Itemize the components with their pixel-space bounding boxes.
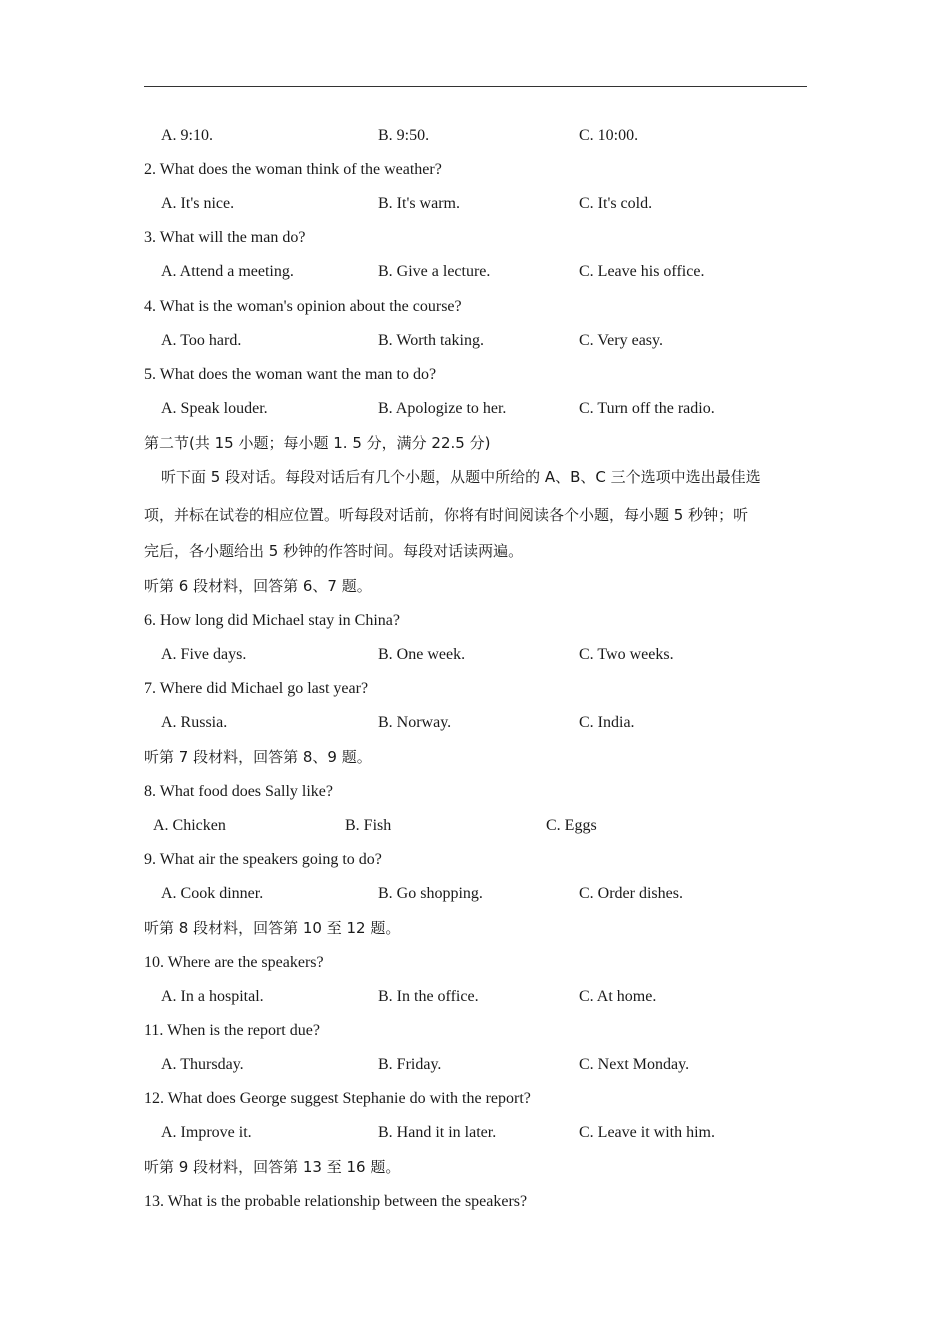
q7-option-c: C. India. bbox=[579, 714, 635, 731]
q8-option-a: A. Chicken bbox=[153, 817, 226, 834]
q12-question: 12. What does George suggest Stephanie do with the report? bbox=[144, 1090, 531, 1107]
q13-question: 13. What is the probable relationship between the speakers? bbox=[144, 1193, 528, 1210]
q5-option-a: A. Speak louder. bbox=[161, 400, 268, 417]
material9-heading: 听第 9 段材料，回答第 13 至 16 题。 bbox=[144, 1158, 401, 1176]
header-rule bbox=[144, 86, 807, 87]
section2-heading: 第二节(共 15 小题；每小题 1. 5 分，满分 22.5 分) bbox=[144, 434, 491, 452]
section2-instructions-line3: 完后，各小题给出 5 秒钟的作答时间。每段对话读两遍。 bbox=[144, 542, 524, 560]
q12-option-b: B. Hand it in later. bbox=[378, 1124, 497, 1141]
q3-option-c: C. Leave his office. bbox=[579, 263, 705, 280]
q1-option-b: B. 9:50. bbox=[378, 127, 430, 144]
q6-question: 6. How long did Michael stay in China? bbox=[144, 612, 400, 629]
q4-question: 4. What is the woman's opinion about the course? bbox=[144, 298, 462, 315]
q7-question: 7. Where did Michael go last year? bbox=[144, 680, 369, 697]
q3-option-a: A. Attend a meeting. bbox=[161, 263, 294, 280]
q11-option-a: A. Thursday. bbox=[161, 1056, 244, 1073]
q10-option-b: B. In the office. bbox=[378, 988, 479, 1005]
q1-option-a: A. 9:10. bbox=[161, 127, 213, 144]
q3-option-b: B. Give a lecture. bbox=[378, 263, 491, 280]
q5-question: 5. What does the woman want the man to do? bbox=[144, 366, 437, 383]
section2-instructions-line2: 项，并标在试卷的相应位置。听每段对话前，你将有时间阅读各个小题，每小题 5 秒钟；听 bbox=[144, 506, 749, 524]
q2-question: 2. What does the woman think of the weather? bbox=[144, 161, 442, 178]
q4-option-b: B. Worth taking. bbox=[378, 332, 484, 349]
q11-option-b: B. Friday. bbox=[378, 1056, 442, 1073]
q10-option-a: A. In a hospital. bbox=[161, 988, 264, 1005]
q11-question: 11. When is the report due? bbox=[144, 1022, 320, 1039]
q2-option-a: A. It's nice. bbox=[161, 195, 235, 212]
q12-option-a: A. Improve it. bbox=[161, 1124, 252, 1141]
q9-option-c: C. Order dishes. bbox=[579, 885, 683, 902]
q12-option-c: C. Leave it with him. bbox=[579, 1124, 715, 1141]
q7-option-b: B. Norway. bbox=[378, 714, 452, 731]
q5-option-b: B. Apologize to her. bbox=[378, 400, 507, 417]
q4-option-c: C. Very easy. bbox=[579, 332, 663, 349]
q8-option-b: B. Fish bbox=[345, 817, 392, 834]
q9-option-a: A. Cook dinner. bbox=[161, 885, 264, 902]
q11-option-c: C. Next Monday. bbox=[579, 1056, 690, 1073]
section2-instructions-line1: 听下面 5 段对话。每段对话后有几个小题，从题中所给的 A、B、C 三个选项中选出最佳选 bbox=[161, 468, 761, 486]
q9-question: 9. What air the speakers going to do? bbox=[144, 851, 382, 868]
material6-heading: 听第 6 段材料，回答第 6、7 题。 bbox=[144, 577, 372, 595]
q10-question: 10. Where are the speakers? bbox=[144, 954, 324, 971]
q1-option-c: C. 10:00. bbox=[579, 127, 639, 144]
q9-option-b: B. Go shopping. bbox=[378, 885, 483, 902]
q6-option-b: B. One week. bbox=[378, 646, 466, 663]
material8-heading: 听第 8 段材料，回答第 10 至 12 题。 bbox=[144, 919, 401, 937]
q3-question: 3. What will the man do? bbox=[144, 229, 306, 246]
q4-option-a: A. Too hard. bbox=[161, 332, 242, 349]
q6-option-c: C. Two weeks. bbox=[579, 646, 674, 663]
q7-option-a: A. Russia. bbox=[161, 714, 228, 731]
material7-heading: 听第 7 段材料，回答第 8、9 题。 bbox=[144, 748, 372, 766]
q8-option-c: C. Eggs bbox=[546, 817, 597, 834]
q2-option-c: C. It's cold. bbox=[579, 195, 653, 212]
q10-option-c: C. At home. bbox=[579, 988, 657, 1005]
q5-option-c: C. Turn off the radio. bbox=[579, 400, 715, 417]
q6-option-a: A. Five days. bbox=[161, 646, 247, 663]
q8-question: 8. What food does Sally like? bbox=[144, 783, 333, 800]
q2-option-b: B. It's warm. bbox=[378, 195, 460, 212]
